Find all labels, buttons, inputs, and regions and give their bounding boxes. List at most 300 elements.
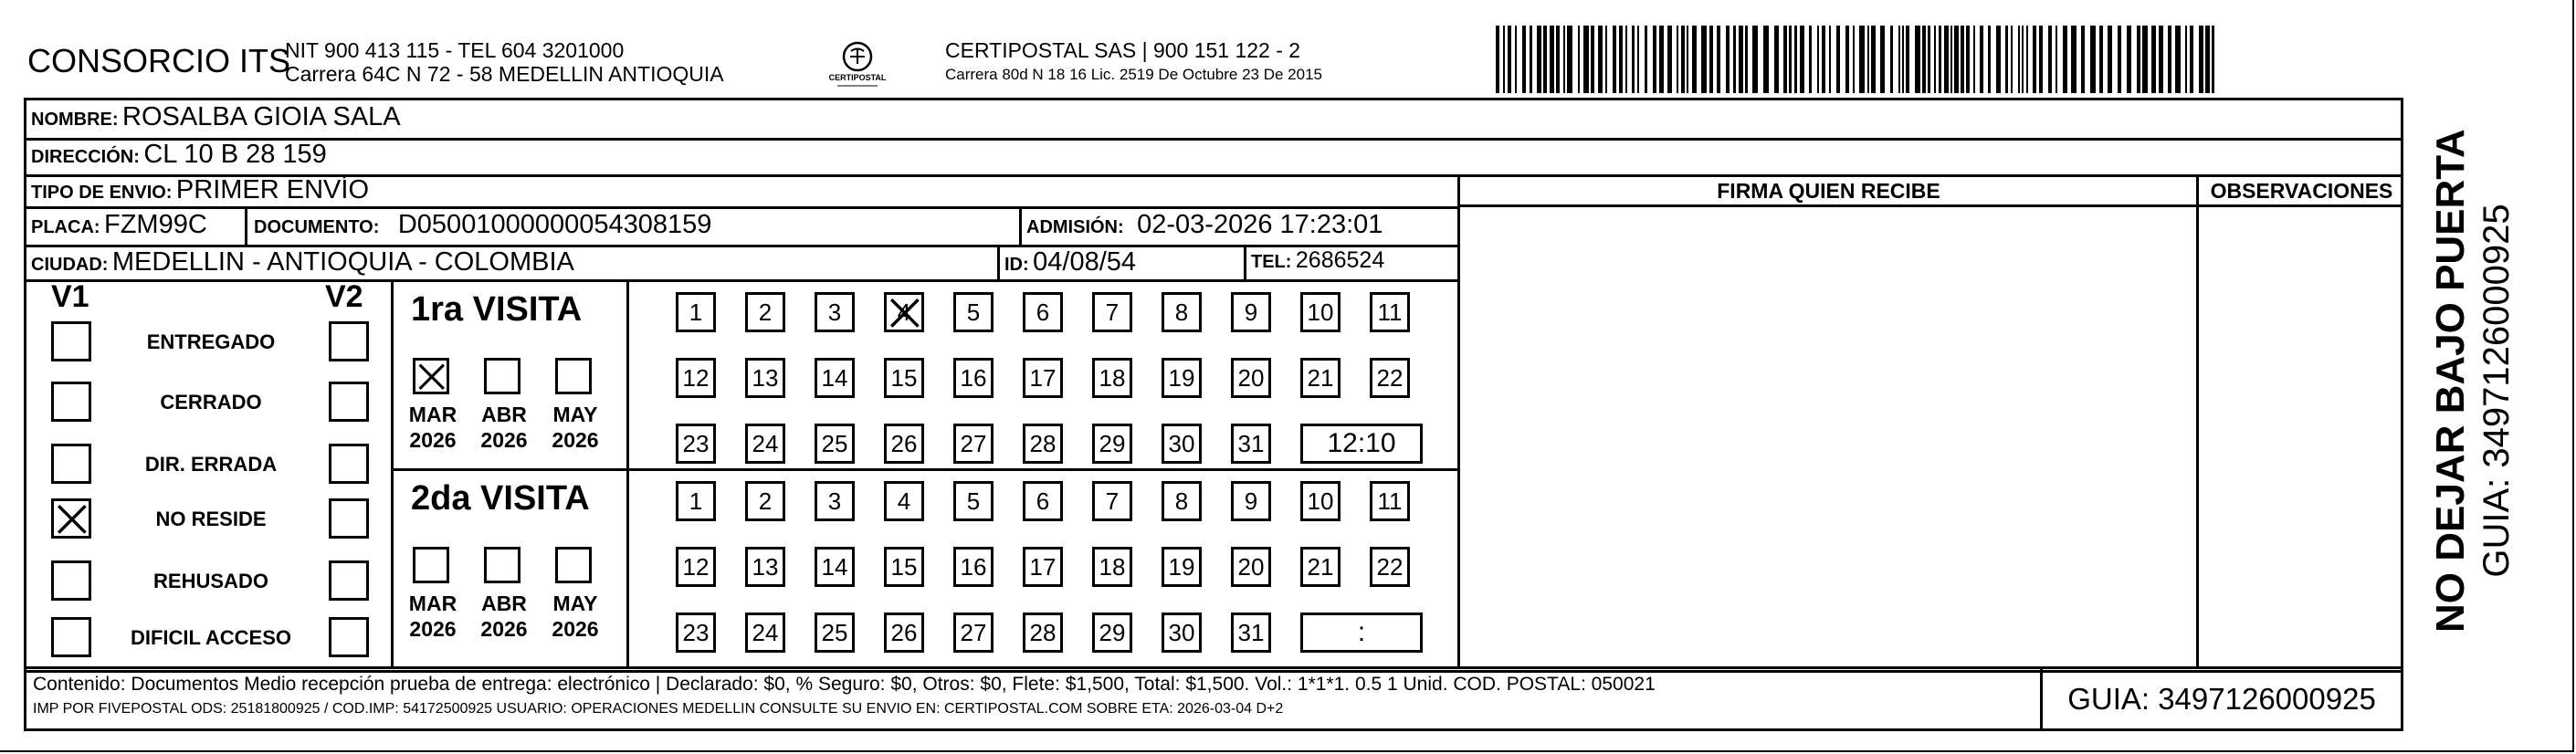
barcode-bar: [1503, 26, 1505, 93]
tipo-value: PRIMER ENVÍO: [175, 175, 370, 204]
day-number: 29: [1099, 618, 1126, 646]
day-number: 10: [1307, 487, 1334, 515]
day-number: 31: [1237, 429, 1265, 457]
barcode-bar: [2011, 26, 2013, 93]
barcode-bar: [1591, 26, 1594, 93]
nombre-row: [31, 102, 401, 132]
barcode-bar: [1829, 26, 1831, 93]
barcode-bar: [1739, 26, 1743, 93]
barcode-bar: [1939, 26, 1941, 93]
barcode-bar: [1563, 26, 1565, 93]
day-number: 16: [960, 363, 987, 392]
barcode-bar: [1522, 26, 1526, 93]
barcode-bar: [1567, 26, 1572, 93]
barcode-bar: [2151, 26, 2156, 93]
day-number: 16: [960, 552, 987, 581]
barcode-bar: [1550, 26, 1554, 93]
barcode-bar: [2056, 26, 2057, 93]
day-box[interactable]: [1231, 292, 1271, 332]
barcode: [1496, 26, 2226, 93]
day-box[interactable]: [1162, 358, 1202, 398]
month-label: ABR: [481, 592, 527, 615]
x-mark-icon: [887, 295, 921, 330]
day-box[interactable]: [815, 547, 855, 587]
barcode-bar: [1645, 26, 1647, 93]
day-box[interactable]: [1023, 424, 1063, 464]
documento-value: D05001000000054308159: [397, 210, 712, 239]
barcode-bar: [2205, 26, 2210, 93]
barcode-bar: [2159, 26, 2163, 93]
barcode-bar: [1853, 26, 1855, 93]
day-number: 4: [897, 487, 911, 515]
day-number: 23: [682, 429, 710, 457]
nombre-value: ROSALBA GIOIA SALA: [122, 102, 401, 131]
day-number: 28: [1029, 618, 1057, 646]
month-checkbox[interactable]: [413, 547, 449, 583]
certipostal-line: CERTIPOSTAL SAS | 900 151 122 - 2: [945, 38, 1301, 62]
day-number: 26: [890, 429, 918, 457]
status-label: NO RESIDE: [155, 508, 267, 530]
day-number: 6: [1036, 298, 1050, 326]
day-box[interactable]: [676, 292, 716, 332]
barcode-bar: [1880, 26, 1885, 93]
day-box[interactable]: [1300, 358, 1341, 398]
company-nit: NIT 900 413 115 - TEL 604 3201000: [285, 38, 625, 62]
month-checkbox[interactable]: [484, 547, 520, 583]
placa-value: FZM99C: [104, 210, 207, 239]
day-number: 11: [1377, 298, 1403, 326]
documento-label: DOCUMENTO:: [254, 217, 380, 237]
day-number: 7: [1105, 298, 1120, 326]
placa-row: [31, 210, 207, 240]
barcode-bar: [1915, 26, 1920, 93]
day-number: 15: [890, 552, 918, 581]
documento-row: [254, 210, 711, 240]
company-address: Carrera 64C N 72 - 58 MEDELLIN ANTIOQUIA: [285, 62, 724, 86]
day-number: 20: [1237, 552, 1265, 581]
day-number: 17: [1029, 363, 1057, 392]
day-number: 12: [682, 552, 710, 581]
day-box[interactable]: [884, 424, 924, 464]
barcode-bar: [1709, 26, 1713, 93]
barcode-bar: [2090, 26, 2096, 93]
admision-value: 02-03-2026 17:23:01: [1137, 210, 1383, 239]
day-number: 15: [890, 363, 918, 392]
barcode-bar: [1845, 26, 1849, 93]
status-label: DIFICIL ACCESO: [130, 626, 291, 649]
day-number: 21: [1307, 363, 1334, 392]
direccion-row: [31, 140, 327, 170]
barcode-bar: [1973, 26, 1975, 93]
status-v2-checkbox[interactable]: [329, 382, 369, 422]
day-box[interactable]: [745, 424, 785, 464]
day-number: 23: [682, 618, 710, 646]
status-v2-checkbox[interactable]: [329, 560, 369, 601]
day-number: 7: [1105, 487, 1120, 515]
status-v1-checkbox[interactable]: [51, 321, 91, 361]
barcode-bar: [1859, 26, 1865, 93]
day-box[interactable]: [953, 481, 994, 521]
day-box[interactable]: [745, 547, 785, 587]
barcode-bar: [2005, 26, 2008, 93]
day-number: 14: [821, 363, 848, 392]
barcode-bar: [2190, 26, 2193, 93]
barcode-bar: [1637, 26, 1639, 93]
day-box[interactable]: [953, 424, 994, 464]
status-v2-checkbox[interactable]: [329, 321, 369, 361]
barcode-bar: [2033, 26, 2036, 93]
month-label: MAY: [552, 403, 598, 426]
day-number: 18: [1099, 363, 1126, 392]
barcode-bar: [1902, 26, 1904, 93]
day-box[interactable]: [1092, 481, 1132, 521]
month-checkbox[interactable]: [555, 358, 592, 394]
day-number: 31: [1237, 618, 1265, 646]
day-box[interactable]: [745, 358, 785, 398]
month-year: 2026: [409, 617, 457, 641]
day-number: 9: [1244, 298, 1258, 326]
barcode-bar: [1530, 26, 1532, 93]
tipo-row: [31, 175, 369, 205]
visit-title: 2da VISITA: [411, 479, 590, 518]
day-number: 14: [821, 552, 848, 581]
barcode-bar: [2063, 26, 2067, 93]
barcode-bar: [1794, 26, 1797, 93]
footer-line1: Contenido: Documentos Medio recepción prueba de entrega: electrónico | Declarado: $0, % Seguro: $0, Otros: $0, Flete: $1,500, Total: $1,500. Vol.: 1*1*1. 0.5 1 Unid. COD. POSTAL: 050021: [33, 674, 1656, 695]
day-box[interactable]: [1370, 358, 1410, 398]
barcode-bar: [1988, 26, 1991, 93]
day-number: 2: [758, 487, 773, 515]
barcode-bar: [1898, 26, 1900, 93]
id-value: 04/08/54: [1033, 247, 1137, 277]
day-box[interactable]: [953, 292, 994, 332]
day-box[interactable]: [1023, 547, 1063, 587]
day-number: 20: [1237, 363, 1265, 392]
day-box[interactable]: [676, 547, 716, 587]
day-box[interactable]: [745, 481, 785, 521]
day-number: 3: [827, 487, 842, 515]
barcode-bar: [2137, 26, 2140, 93]
day-number: 13: [752, 363, 779, 392]
barcode-bar: [2168, 26, 2171, 93]
barcode-bar: [1867, 26, 1869, 93]
month-year: 2026: [409, 428, 457, 452]
tel-label: TEL:: [1251, 252, 1292, 272]
day-box[interactable]: [1023, 613, 1063, 653]
barcode-bar: [1890, 26, 1893, 93]
barcode-bar: [1605, 26, 1607, 93]
day-box[interactable]: [1092, 358, 1132, 398]
visit-title: 1ra VISITA: [411, 290, 583, 329]
status-v2-checkbox[interactable]: [329, 617, 369, 657]
day-number: 30: [1168, 618, 1195, 646]
status-label: REHUSADO: [153, 570, 268, 592]
side-no-dejar: NO DEJAR BAJO PUERTA: [2428, 129, 2473, 633]
barcode-bar: [2175, 26, 2181, 93]
barcode-bar: [1717, 26, 1720, 93]
day-number: 8: [1174, 487, 1189, 515]
barcode-bar: [2199, 26, 2203, 93]
month-label: ABR: [481, 403, 527, 426]
status-v1-checkbox[interactable]: [51, 617, 91, 657]
day-number: 25: [821, 429, 848, 457]
nombre-label: NOMBRE:: [31, 110, 119, 130]
day-number: 19: [1168, 552, 1195, 581]
day-box[interactable]: [1231, 424, 1271, 464]
day-box[interactable]: [1162, 292, 1202, 332]
day-number: 27: [960, 429, 987, 457]
barcode-bar: [1934, 26, 1936, 93]
certipostal-address: Carrera 80d N 18 16 Lic. 2519 De Octubre 23 De 2015: [945, 66, 1322, 83]
day-box[interactable]: [676, 481, 716, 521]
barcode-bar: [2018, 26, 2020, 93]
day-box[interactable]: [953, 547, 994, 587]
day-box[interactable]: [1231, 547, 1271, 587]
barcode-bar: [1763, 26, 1769, 93]
barcode-bar: [2142, 26, 2148, 93]
day-box[interactable]: [953, 613, 994, 653]
day-box[interactable]: [1092, 547, 1132, 587]
status-label: CERRADO: [160, 391, 262, 414]
barcode-bar: [1583, 26, 1589, 93]
barcode-bar: [2127, 26, 2131, 93]
day-number: 2: [758, 298, 773, 326]
status-v1-checkbox[interactable]: [51, 498, 91, 539]
barcode-bar: [1537, 26, 1541, 93]
observaciones-header: OBSERVACIONES: [2210, 179, 2393, 203]
barcode-bar: [1800, 26, 1804, 93]
month-year: 2026: [552, 617, 599, 641]
day-number: 22: [1376, 363, 1404, 392]
firma-header: FIRMA QUIEN RECIBE: [1717, 179, 1940, 203]
barcode-bar: [2039, 26, 2043, 93]
month-label: MAR: [408, 592, 457, 615]
barcode-bar: [1980, 26, 1983, 93]
day-number: 19: [1168, 363, 1195, 392]
barcode-bar: [1944, 26, 1949, 93]
barcode-bar: [1922, 26, 1926, 93]
barcode-bar: [1745, 26, 1748, 93]
footer-guia-box: [2040, 666, 2403, 731]
day-number: 24: [752, 618, 779, 646]
barcode-bar: [1961, 26, 1964, 93]
day-box[interactable]: [884, 292, 924, 332]
barcode-bar: [1817, 26, 1819, 93]
direccion-value: CL 10 B 28 159: [143, 140, 327, 169]
visit-time: :: [1357, 617, 1366, 647]
barcode-bar: [1906, 26, 1909, 93]
barcode-bar: [1632, 26, 1635, 93]
day-box[interactable]: [745, 292, 785, 332]
observaciones-area[interactable]: [2200, 207, 2403, 665]
barcode-bar: [1578, 26, 1580, 93]
barcode-bar: [1726, 26, 1730, 93]
x-mark-icon: [415, 361, 447, 392]
tel-row: [1251, 247, 1384, 274]
month-year: 2026: [480, 428, 528, 452]
day-number: 11: [1377, 487, 1403, 515]
barcode-bar: [1508, 26, 1511, 93]
barcode-bar: [2118, 26, 2121, 93]
day-box[interactable]: [1162, 424, 1202, 464]
visit-time: 12:10: [1327, 428, 1396, 458]
barcode-bar: [1996, 26, 2001, 93]
ciudad-row: [31, 247, 574, 278]
x-mark-icon: [54, 501, 89, 536]
day-number: 10: [1307, 298, 1334, 326]
barcode-bar: [1687, 26, 1688, 93]
ciudad-value: MEDELLIN - ANTIOQUIA - COLOMBIA: [111, 247, 574, 277]
day-box[interactable]: [1370, 292, 1410, 332]
day-box[interactable]: [815, 292, 855, 332]
day-box[interactable]: [1300, 481, 1341, 521]
barcode-bar: [1954, 26, 1959, 93]
barcode-bar: [2022, 26, 2024, 93]
day-number: 30: [1168, 429, 1195, 457]
barcode-bar: [1871, 26, 1876, 93]
day-box[interactable]: [1300, 547, 1341, 587]
barcode-bar: [1681, 26, 1685, 93]
direccion-label: DIRECCIÓN:: [31, 147, 140, 167]
barcode-bar: [1515, 26, 1517, 93]
footer-line2: IMP POR FIVEPOSTAL ODS: 25181800925 / COD.IMP: 54172500925 USUARIO: OPERACIONES MEDELLIN CONSULTE SU ENVIO EN: CERTIPOSTAL.COM SOBRE ETA: 2026-03-04 D+2: [33, 701, 1284, 717]
day-number: 27: [960, 618, 987, 646]
barcode-bar: [1625, 26, 1627, 93]
day-box[interactable]: [815, 613, 855, 653]
visit-time-box[interactable]: [1300, 613, 1423, 653]
day-box[interactable]: [815, 481, 855, 521]
day-number: 5: [966, 298, 981, 326]
barcode-bar: [1659, 26, 1664, 93]
status-label: ENTREGADO: [146, 330, 276, 353]
barcode-bar: [1783, 26, 1787, 93]
visit-time-box[interactable]: [1300, 424, 1423, 464]
day-number: 26: [890, 618, 918, 646]
barcode-bar: [1928, 26, 1930, 93]
tel-value: 2686524: [1295, 247, 1385, 273]
barcode-bar: [1733, 26, 1736, 93]
status-v1-checkbox[interactable]: [51, 382, 91, 422]
day-box[interactable]: [953, 358, 994, 398]
day-box[interactable]: [1231, 481, 1271, 521]
day-number: 12: [682, 363, 710, 392]
day-number: 4: [897, 298, 911, 326]
barcode-bar: [1774, 26, 1779, 93]
barcode-bar: [2099, 26, 2103, 93]
day-box[interactable]: [1162, 547, 1202, 587]
barcode-bar: [2108, 26, 2112, 93]
day-box[interactable]: [1370, 481, 1410, 521]
day-box[interactable]: [1092, 292, 1132, 332]
barcode-bar: [1556, 26, 1560, 93]
barcode-bar: [2212, 26, 2214, 93]
day-number: 18: [1099, 552, 1126, 581]
day-number: 21: [1307, 552, 1334, 581]
day-box[interactable]: [1023, 358, 1063, 398]
month-checkbox[interactable]: [484, 358, 520, 394]
day-box[interactable]: [1370, 547, 1410, 587]
barcode-bar: [1701, 26, 1707, 93]
day-box[interactable]: [1162, 613, 1202, 653]
month-label: MAR: [408, 403, 457, 426]
day-box[interactable]: [1023, 292, 1063, 332]
day-box[interactable]: [1023, 481, 1063, 521]
day-number: 1: [689, 298, 703, 326]
day-number: 6: [1036, 487, 1050, 515]
admision-row: [1026, 210, 1383, 240]
barcode-bar: [1677, 26, 1678, 93]
day-box[interactable]: [884, 547, 924, 587]
day-box[interactable]: [1092, 424, 1132, 464]
barcode-bar: [2071, 26, 2077, 93]
barcode-bar: [1619, 26, 1623, 93]
day-box[interactable]: [676, 613, 716, 653]
day-box[interactable]: [884, 613, 924, 653]
day-number: 9: [1244, 487, 1258, 515]
barcode-bar: [1543, 26, 1547, 93]
day-number: 13: [752, 552, 779, 581]
day-box[interactable]: [1092, 613, 1132, 653]
v2-header: V2: [325, 279, 363, 314]
logo-text: CERTIPOSTAL: [828, 73, 887, 82]
side-guia: GUIA: 3497126000925: [2476, 204, 2517, 578]
day-box[interactable]: [676, 358, 716, 398]
day-box[interactable]: [884, 358, 924, 398]
day-box[interactable]: [1162, 481, 1202, 521]
barcode-bar: [1667, 26, 1672, 93]
status-v1-checkbox[interactable]: [51, 444, 91, 484]
day-number: 3: [827, 298, 842, 326]
barcode-bar: [2026, 26, 2028, 93]
status-v2-checkbox[interactable]: [329, 498, 369, 539]
day-number: 22: [1376, 552, 1404, 581]
month-checkbox[interactable]: [413, 358, 449, 394]
day-box[interactable]: [1300, 292, 1341, 332]
firma-area[interactable]: [1461, 207, 2195, 665]
barcode-bar: [1692, 26, 1697, 93]
status-v1-checkbox[interactable]: [51, 560, 91, 601]
day-box[interactable]: [745, 613, 785, 653]
certipostal-logo: [826, 38, 888, 91]
v1-header: V1: [51, 279, 89, 314]
footer-guia: GUIA: 3497126000925: [2067, 681, 2376, 716]
day-number: 28: [1029, 429, 1057, 457]
day-number: 29: [1099, 429, 1126, 457]
barcode-bar: [1966, 26, 1970, 93]
tipo-label: TIPO DE ENVIO:: [31, 183, 173, 203]
barcode-bar: [1950, 26, 1952, 93]
day-number: 25: [821, 618, 848, 646]
status-label: DIR. ERRADA: [144, 453, 278, 476]
barcode-bar: [2185, 26, 2187, 93]
id-label: ID:: [1004, 255, 1029, 275]
day-number: 17: [1029, 552, 1057, 581]
month-label: MAY: [552, 592, 598, 615]
barcode-bar: [1598, 26, 1603, 93]
day-box[interactable]: [1231, 358, 1271, 398]
barcode-bar: [1752, 26, 1758, 93]
barcode-bar: [1496, 26, 1499, 93]
admision-label: ADMISIÓN:: [1026, 217, 1124, 237]
barcode-bar: [1836, 26, 1840, 93]
month-checkbox[interactable]: [555, 547, 592, 583]
day-box[interactable]: [815, 358, 855, 398]
day-box[interactable]: [676, 424, 716, 464]
day-box[interactable]: [815, 424, 855, 464]
status-v2-checkbox[interactable]: [329, 444, 369, 484]
day-box[interactable]: [1231, 613, 1271, 653]
day-box[interactable]: [884, 481, 924, 521]
